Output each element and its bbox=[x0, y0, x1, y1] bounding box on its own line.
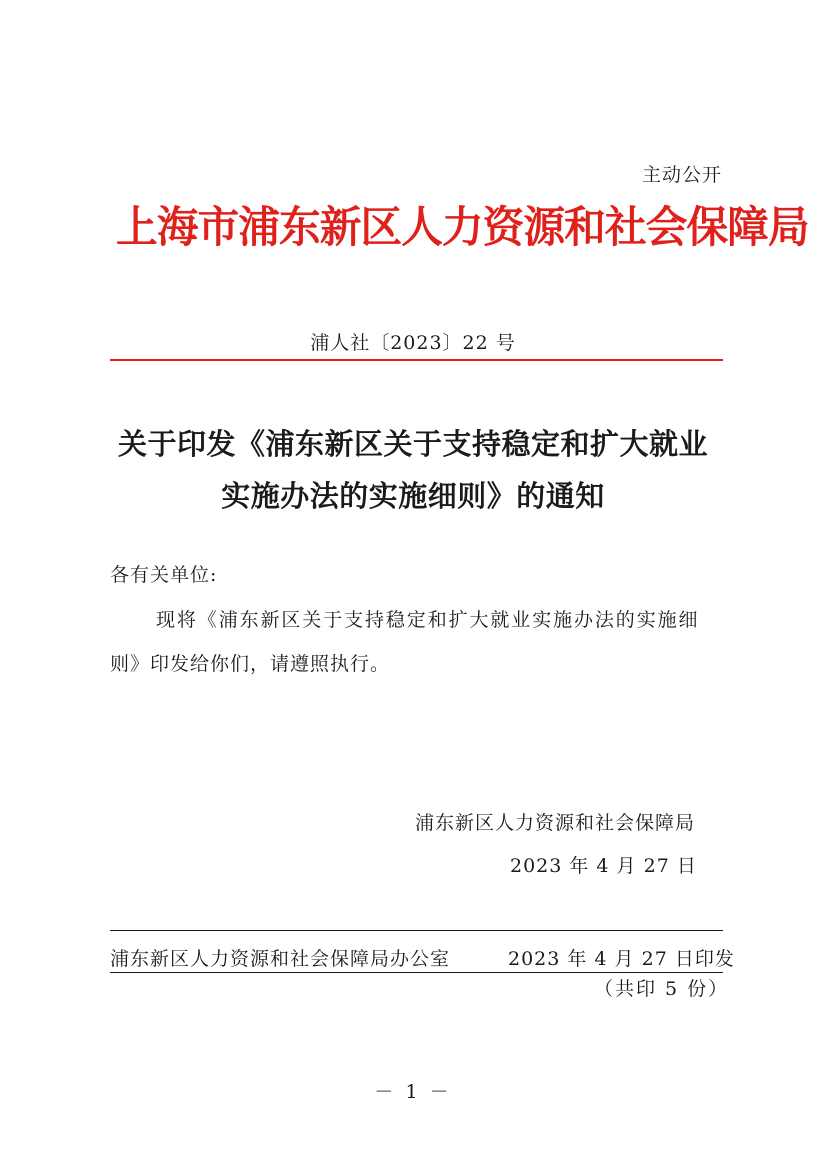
document-title-line-1: 关于印发《浦东新区关于支持稳定和扩大就业 bbox=[117, 427, 708, 461]
document-number: 浦人社〔2023〕22 号 bbox=[310, 332, 516, 354]
issuing-org-header: 上海市浦东新区人力资源和社会保障局 bbox=[116, 203, 809, 253]
disclosure-label: 主动公开 bbox=[641, 164, 722, 186]
footer-bottom-rule bbox=[110, 972, 723, 973]
signature-org: 浦东新区人力资源和社会保障局 bbox=[415, 812, 696, 834]
footer-issuing-office: 浦东新区人力资源和社会保障局办公室 bbox=[110, 948, 451, 970]
footer-print-date: 2023 年 4 月 27 日印发 bbox=[508, 948, 735, 970]
salutation: 各有关单位: bbox=[110, 564, 218, 586]
footer-top-rule bbox=[110, 930, 723, 931]
red-divider bbox=[110, 359, 723, 361]
document-title-line-2: 实施办法的实施细则》的通知 bbox=[221, 479, 605, 513]
body-paragraph-line-2: 则》印发给你们，请遵照执行。 bbox=[110, 653, 391, 675]
footer-copies-count: （共印 5 份） bbox=[594, 978, 730, 1000]
body-paragraph-line-1: 现将《浦东新区关于支持稳定和扩大就业实施办法的实施细 bbox=[156, 609, 700, 631]
signature-date: 2023 年 4 月 27 日 bbox=[510, 855, 697, 877]
page-number: － 1 － bbox=[374, 1081, 452, 1103]
